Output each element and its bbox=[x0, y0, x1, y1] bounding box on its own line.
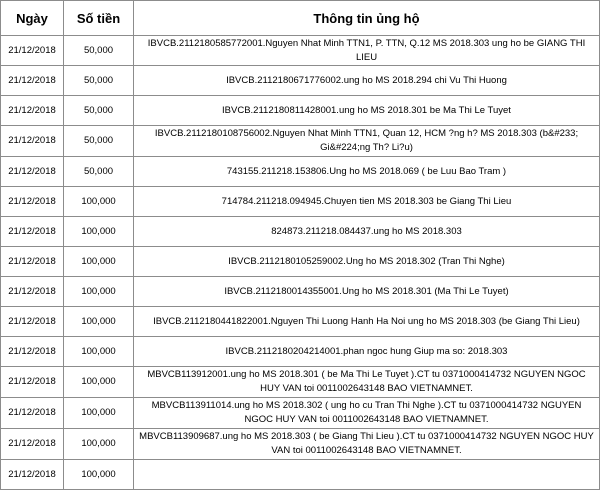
cell-info: 743155.211218.153806.Ung ho MS 2018.069 ( be Luu Bao Tram ) bbox=[134, 157, 600, 187]
table-row bbox=[1, 367, 600, 398]
cell-info: MBVCB113912001.ung ho MS 2018.301 ( be Ma Thi Le Tuyet ).CT tu 0371000414732 NGUYEN NGOC HUY VAN toi 0011002643148 BAO VIETNAMNET. bbox=[134, 367, 600, 398]
cell-date: 21/12/2018 bbox=[1, 217, 64, 247]
table-row bbox=[1, 66, 600, 96]
cell-info: IBVCB.2112180108756002.Nguyen Nhat Minh TTN1, Quan 12, HCM ?ng h? MS 2018.303 (b&#233; Gi&#224;ng Th? Li?u) bbox=[134, 126, 600, 157]
cell-amount: 100,000 bbox=[64, 307, 134, 337]
table-row bbox=[1, 307, 600, 337]
table-row bbox=[1, 247, 600, 277]
cell-amount: 100,000 bbox=[64, 277, 134, 307]
cell-amount: 100,000 bbox=[64, 398, 134, 429]
header-amount: Số tiền bbox=[64, 1, 134, 36]
header-date: Ngày bbox=[1, 1, 64, 36]
cell-info: MBVCB113909687.ung ho MS 2018.303 ( be Giang Thi Lieu ).CT tu 0371000414732 NGUYEN NGOC HUY VAN toi 0011002643148 BAO VIETNAMNET. bbox=[134, 429, 600, 460]
cell-info: IBVCB.2112180441822001.Nguyen Thi Luong Hanh Ha Noi ung ho MS 2018.303 (be Giang Thi Lieu) bbox=[134, 307, 600, 337]
cell-info: IBVCB.2112180014355001.Ung ho MS 2018.301 (Ma Thi Le Tuyet) bbox=[134, 277, 600, 307]
cell-date: 21/12/2018 bbox=[1, 460, 64, 490]
cell-date: 21/12/2018 bbox=[1, 307, 64, 337]
cell-info: MBVCB113911014.ung ho MS 2018.302 ( ung ho cu Tran Thi Nghe ).CT tu 0371000414732 NGUYEN NGOC HUY VAN toi 0011002643148 BAO VIETNAMNET. bbox=[134, 398, 600, 429]
cell-info: IBVCB.2112180811428001.ung ho MS 2018.301 be Ma Thi Le Tuyet bbox=[134, 96, 600, 126]
header-info: Thông tin ủng hộ bbox=[134, 1, 600, 36]
cell-amount: 100,000 bbox=[64, 187, 134, 217]
cell-amount: 100,000 bbox=[64, 367, 134, 398]
cell-info: 714784.211218.094945.Chuyen tien MS 2018.303 be Giang Thi Lieu bbox=[134, 187, 600, 217]
cell-date: 21/12/2018 bbox=[1, 367, 64, 398]
cell-amount: 100,000 bbox=[64, 217, 134, 247]
cell-info: IBVCB.2112180105259002.Ung ho MS 2018.302 (Tran Thi Nghe) bbox=[134, 247, 600, 277]
cell-amount: 100,000 bbox=[64, 429, 134, 460]
table-row bbox=[1, 187, 600, 217]
cell-date: 21/12/2018 bbox=[1, 157, 64, 187]
cell-date: 21/12/2018 bbox=[1, 337, 64, 367]
table-body bbox=[1, 36, 600, 490]
table-row bbox=[1, 157, 600, 187]
cell-date: 21/12/2018 bbox=[1, 187, 64, 217]
cell-date: 21/12/2018 bbox=[1, 429, 64, 460]
cell-info: IBVCB.2112180671776002.ung ho MS 2018.294 chi Vu Thi Huong bbox=[134, 66, 600, 96]
table-row bbox=[1, 398, 600, 429]
table-row bbox=[1, 217, 600, 247]
cell-date: 21/12/2018 bbox=[1, 126, 64, 157]
table-row bbox=[1, 460, 600, 490]
cell-amount: 100,000 bbox=[64, 247, 134, 277]
cell-amount: 100,000 bbox=[64, 460, 134, 490]
table-row bbox=[1, 337, 600, 367]
cell-info bbox=[134, 460, 600, 490]
cell-amount: 50,000 bbox=[64, 126, 134, 157]
table-row bbox=[1, 277, 600, 307]
table-row bbox=[1, 429, 600, 460]
cell-info: IBVCB.2112180204214001.phan ngoc hung Giup ma so: 2018.303 bbox=[134, 337, 600, 367]
cell-date: 21/12/2018 bbox=[1, 96, 64, 126]
header-row bbox=[1, 1, 600, 36]
cell-amount: 50,000 bbox=[64, 66, 134, 96]
cell-amount: 50,000 bbox=[64, 157, 134, 187]
cell-date: 21/12/2018 bbox=[1, 36, 64, 66]
cell-date: 21/12/2018 bbox=[1, 277, 64, 307]
cell-date: 21/12/2018 bbox=[1, 66, 64, 96]
table-row bbox=[1, 126, 600, 157]
cell-info: 824873.211218.084437.ung ho MS 2018.303 bbox=[134, 217, 600, 247]
table-row bbox=[1, 36, 600, 66]
cell-amount: 50,000 bbox=[64, 96, 134, 126]
cell-amount: 50,000 bbox=[64, 36, 134, 66]
cell-date: 21/12/2018 bbox=[1, 398, 64, 429]
cell-amount: 100,000 bbox=[64, 337, 134, 367]
cell-info: IBVCB.2112180585772001.Nguyen Nhat Minh TTN1, P. TTN, Q.12 MS 2018.303 ung ho be GIANG THI LIEU bbox=[134, 36, 600, 66]
cell-date: 21/12/2018 bbox=[1, 247, 64, 277]
table-row bbox=[1, 96, 600, 126]
